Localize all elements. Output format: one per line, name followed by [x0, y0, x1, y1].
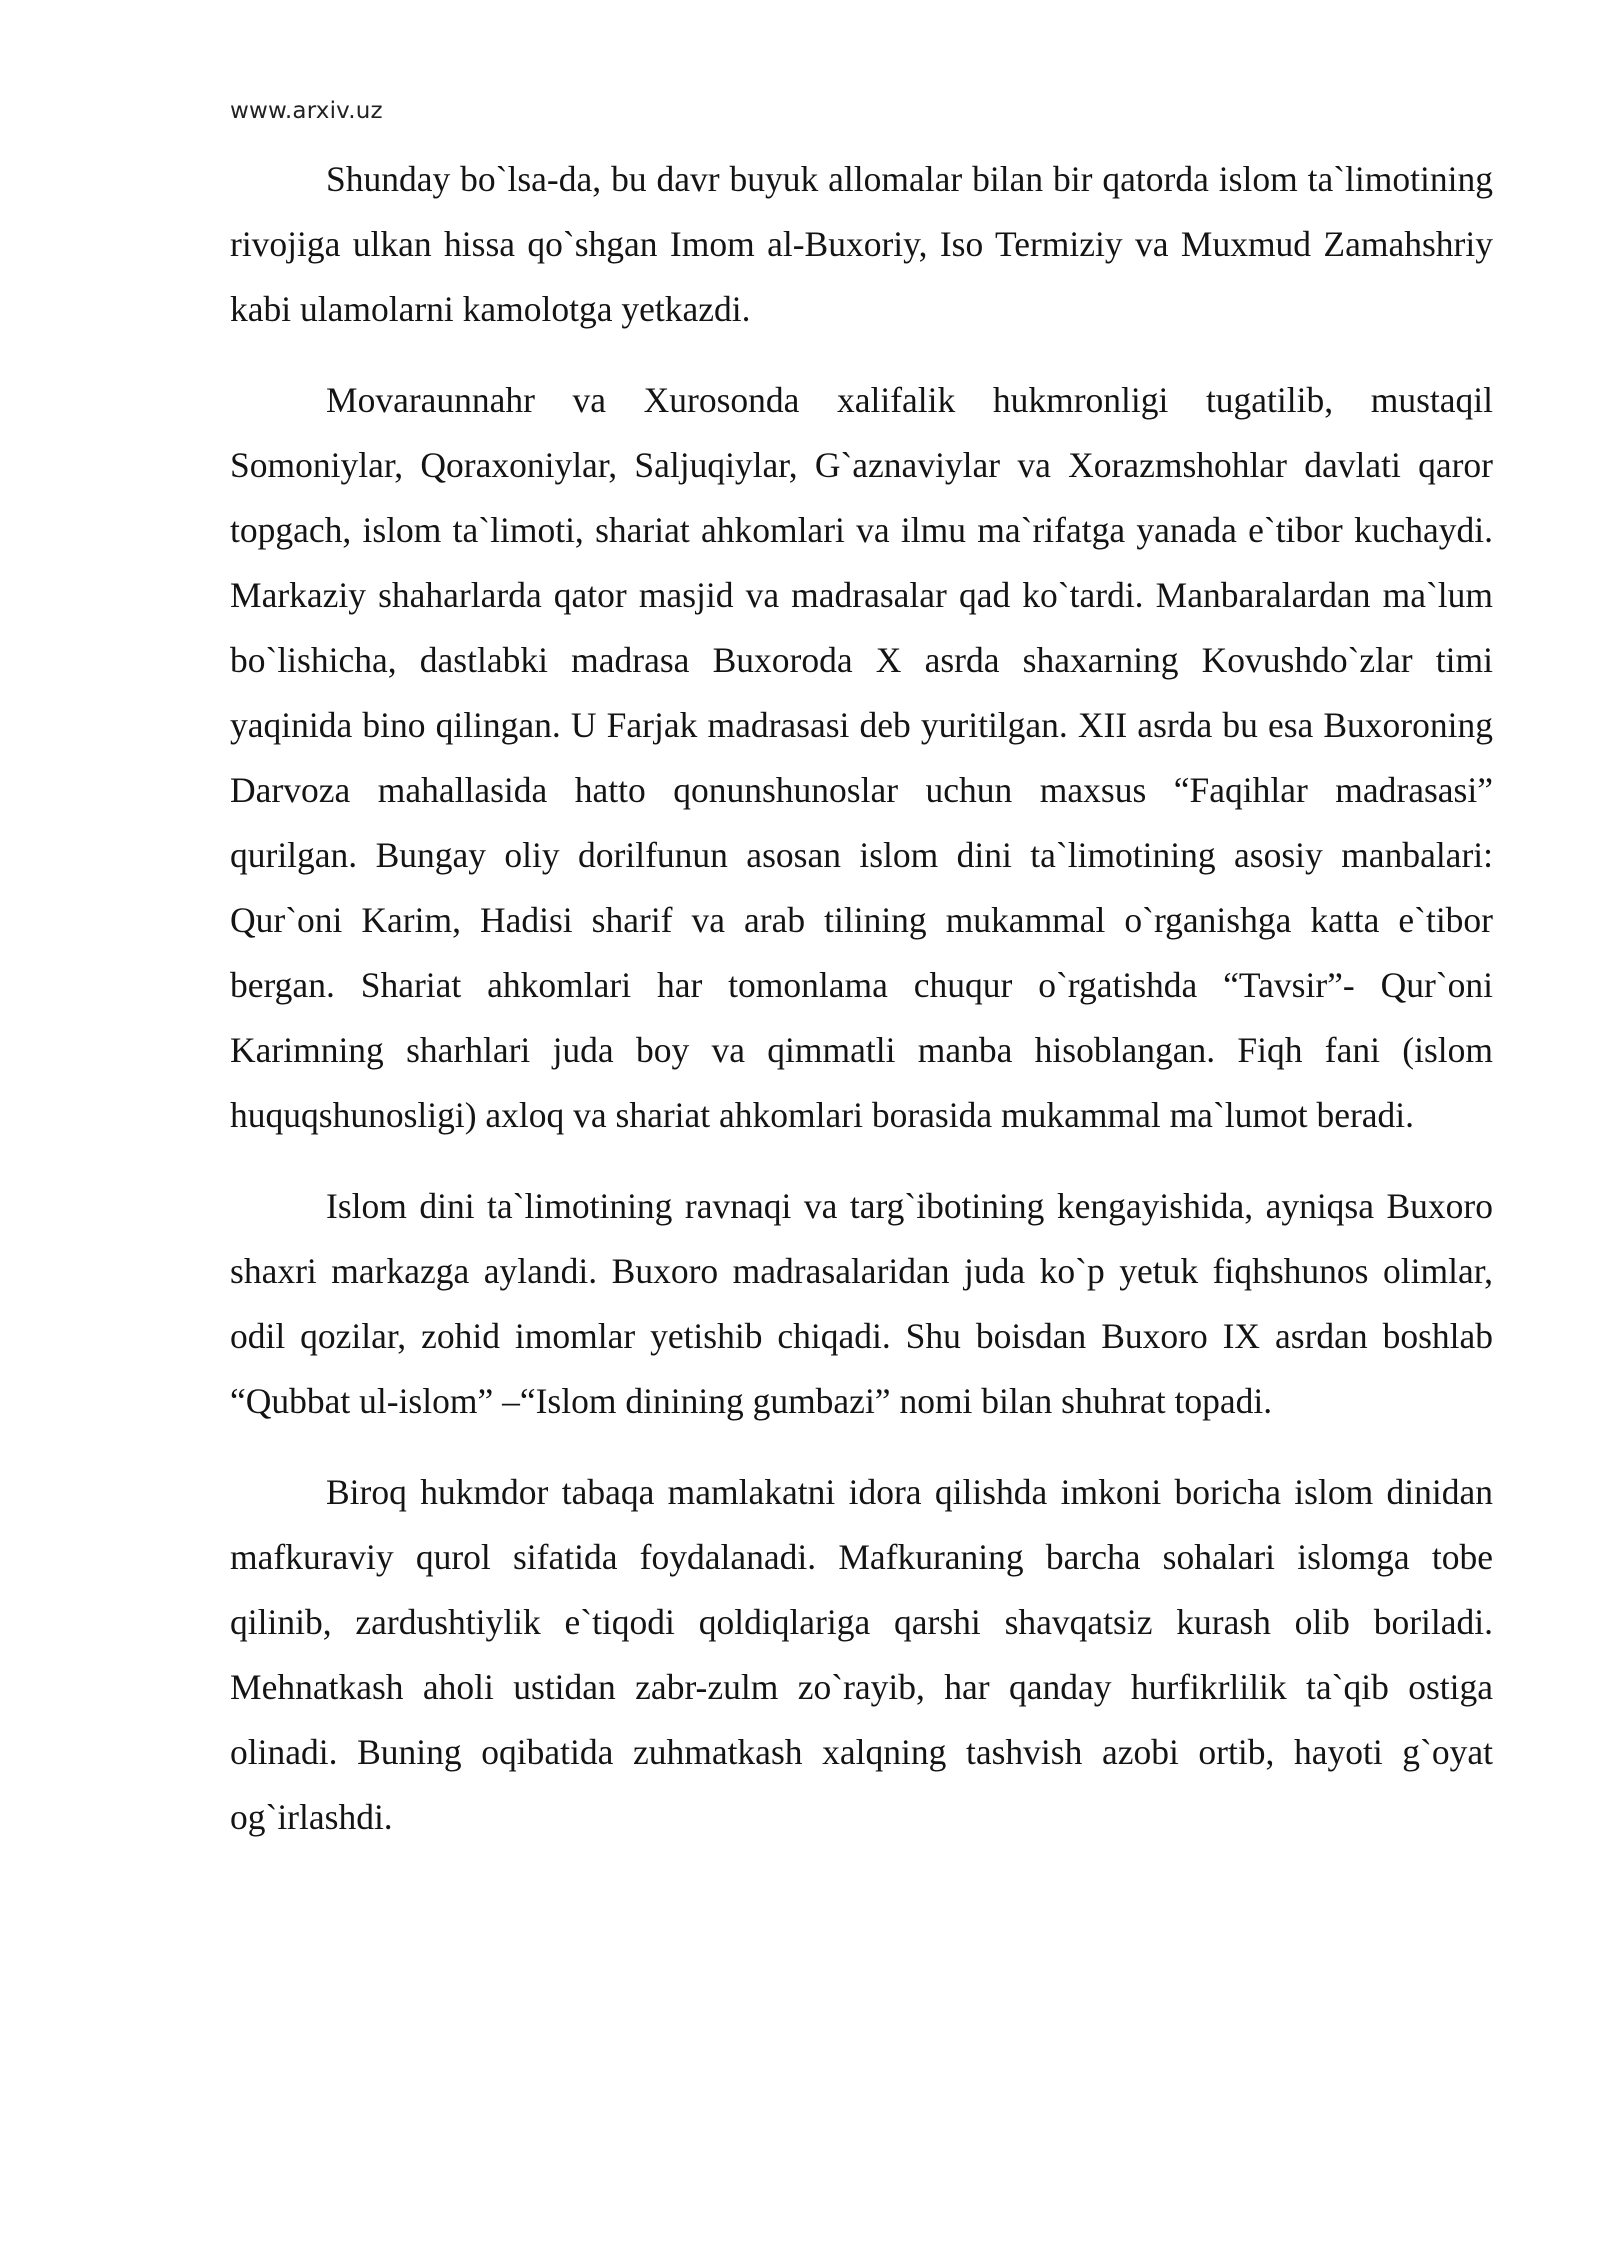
paragraph-ideology: Biroq hukmdor tabaqa mamlakatni idora qilishda imkoni boricha islom dinidan mafkuraviy qurol sifatida foydalanadi. Mafkuraning barcha sohalari islomga tobe qilinib, zardushtiylik e`tiqodi qoldiqlariga qarshi shavqatsiz kurash olib boriladi. Mehnatkash aholi ustidan zabr-zulm zo`rayib, har qanday hurfikrlilik ta`qib ostiga olinadi. Buning oqibatida zuhmatkash xalqning tashvish azobi ortib, hayoti g`oyat og`irlashdi. [230, 1472, 1493, 1837]
site-watermark: www.arxiv.uz [230, 98, 383, 124]
paragraph-scholars: Shunday bo`lsa-da, bu davr buyuk allomalar bilan bir qatorda islom ta`limotining rivojiga ulkan hissa qo`shgan Imom al-Buxoriy, Iso Termiziy va Muxmud Zamahshriy kabi ulamolarni kamolotga yetkazdi. [230, 159, 1493, 329]
document-body [230, 147, 1493, 1850]
paragraph-bukhara: Islom dini ta`limotining ravnaqi va targ`ibotining kengayishida, ayniqsa Buxoro shaxri markazga aylandi. Buxoro madrasalaridan juda ko`p yetuk fiqhshunos olimlar, odil qozilar, zohid imomlar yetishib chiqadi. Shu boisdan Buxoro IX asrdan boshlab “Qubbat ul-islom” –“Islom dinining gumbazi” nomi bilan shuhrat topadi. [230, 1186, 1493, 1421]
paragraph-madrasas: Movaraunnahr va Xurosonda xalifalik hukmronligi tugatilib, mustaqil Somoniylar, Qoraxoniylar, Saljuqiylar, G`aznaviylar va Xorazmshohlar davlati qaror topgach, islom ta`limoti, shariat ahkomlari va ilmu ma`rifatga yanada e`tibor kuchaydi. Markaziy shaharlarda qator masjid va madrasalar qad ko`tardi. Manbaralardan ma`lum bo`lishicha, dastlabki madrasa Buxoroda X asrda shaxarning Kovushdo`zlar timi yaqinida bino qilingan. U Farjak madrasasi deb yuritilgan. XII asrda bu esa Buxoroning Darvoza mahallasida hatto qonunshunoslar uchun maxsus “Faqihlar madrasasi” qurilgan. Bungay oliy dorilfunun asosan islom dini ta`limotining asosiy manbalari: Qur`oni Karim, Hadisi sharif va arab tilining mukammal o`rganishga katta e`tibor bergan. Shariat ahkomlari har tomonlama chuqur o`rgatishda “Tavsir”- Qur`oni Karimning sharhlari juda boy va qimmatli manba hisoblangan. Fiqh fani (islom huquqshunosligi) axloq va shariat ahkomlari borasida mukammal ma`lumot beradi. [230, 380, 1493, 1135]
